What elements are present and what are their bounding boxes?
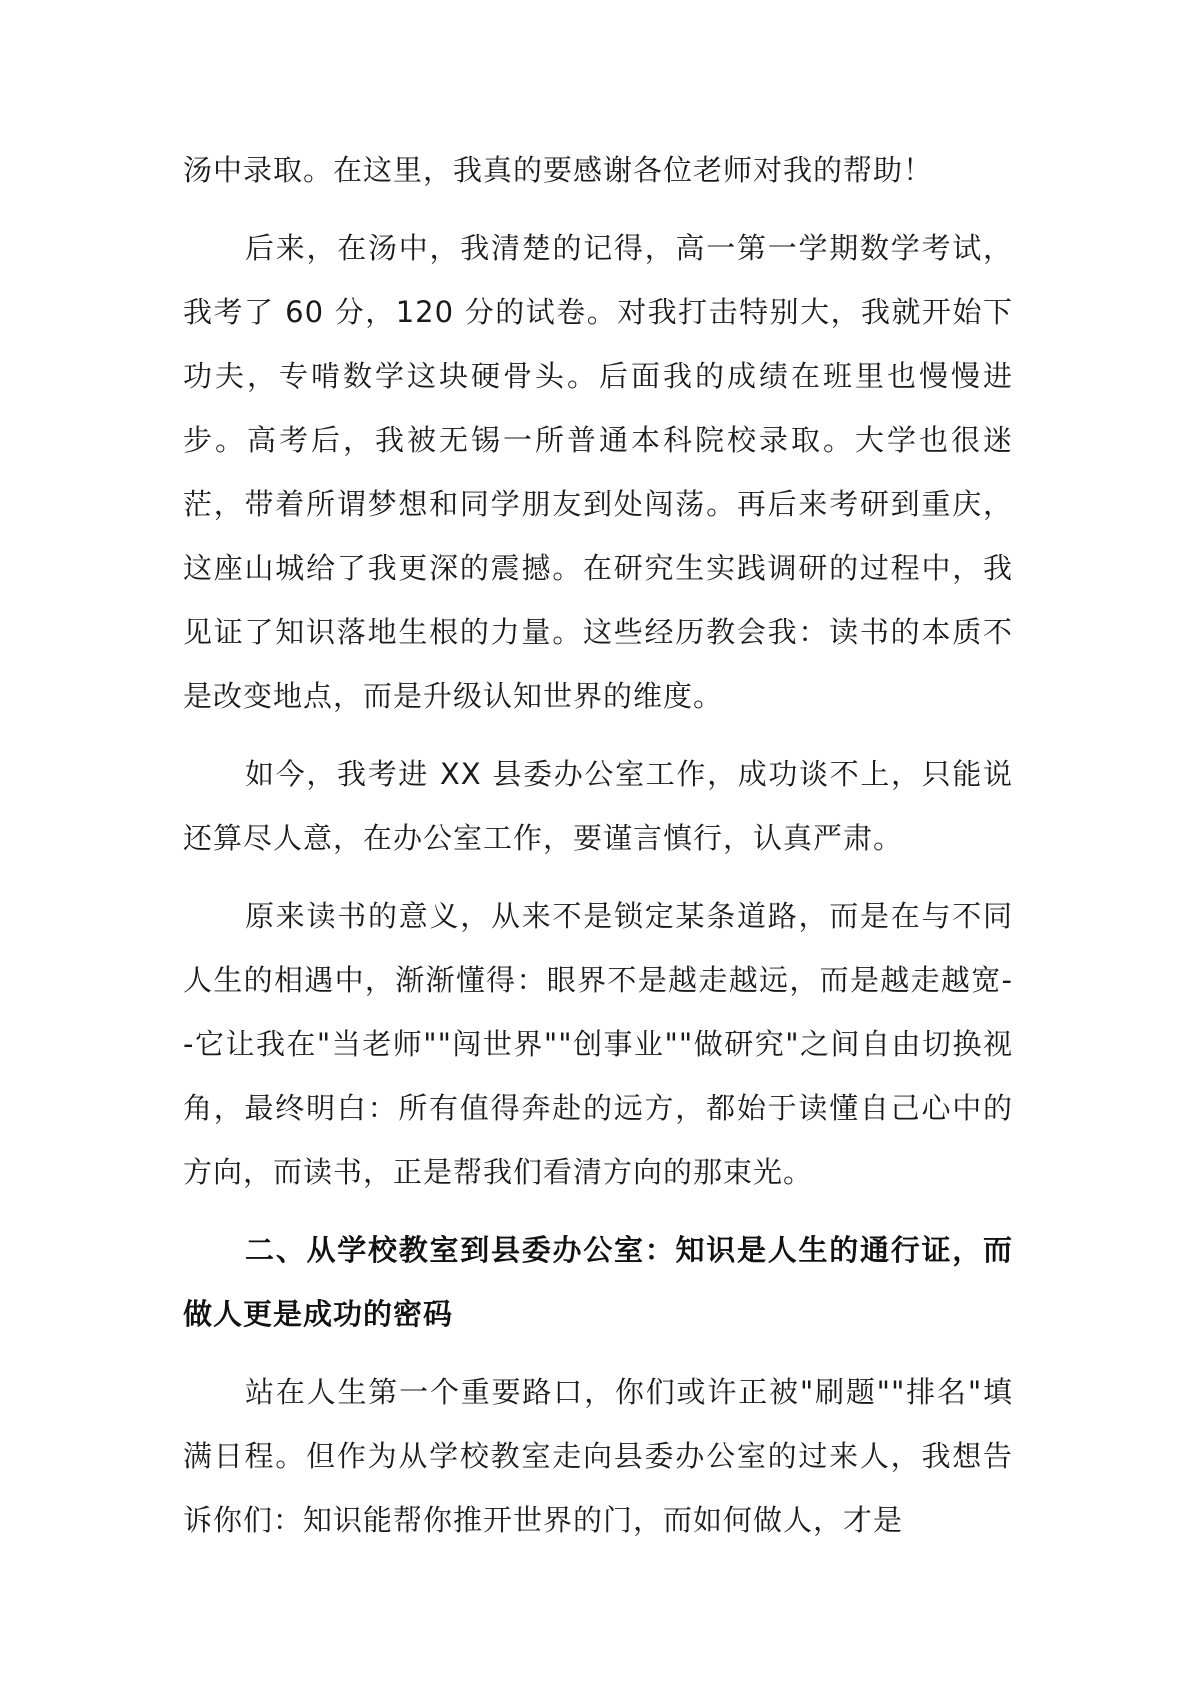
paragraph-crossroads: 站在人生第一个重要路口，你们或许正被"刷题""排名"填满日程。但作为从学校教室走向县委办公室的过来人，我想告诉你们：知识能帮你推开世界的门，而如何做人，才是 (183, 1375, 1013, 1537)
paragraph-county-office: 如今，我考进 XX 县委办公室工作，成功谈不上，只能说还算尽人意，在办公室工作，要谨言慎行，认真严肃。 (183, 757, 1013, 855)
section-heading-2: 二、从学校教室到县委办公室：知识是人生的通行证，而做人更是成功的密码 (183, 1233, 1013, 1331)
document-body (183, 138, 1013, 1566)
paragraph-math-exam: 后来，在汤中，我清楚的记得，高一第一学期数学考试，我考了 60 分，120 分的试卷。对我打击特别大，我就开始下功夫，专啃数学这块硬骨头。后面我的成绩在班里也慢慢进步。高考后，我被无锡一所普通本科院校录取。大学也很迷茫，带着所谓梦想和同学朋友到处闯荡。再后来考研到重庆，这座山城给了我更深的震撼。在研究生实践调研的过程中，我见证了知识落地生根的力量。这些经历教会我：读书的本质不是改变地点，而是升级认知世界的维度。 (183, 231, 1013, 713)
paragraph-continuation: 汤中录取。在这里，我真的要感谢各位老师对我的帮助！ (183, 153, 934, 187)
paragraph-meaning-of-reading: 原来读书的意义，从来不是锁定某条道路，而是在与不同人生的相遇中，渐渐懂得：眼界不是越走越远，而是越走越宽--它让我在"当老师""闯世界""创事业""做研究"之间自由切换视角，最终明白：所有值得奔赴的远方，都始于读懂自己心中的方向，而读书，正是帮我们看清方向的那束光。 (183, 899, 1013, 1189)
